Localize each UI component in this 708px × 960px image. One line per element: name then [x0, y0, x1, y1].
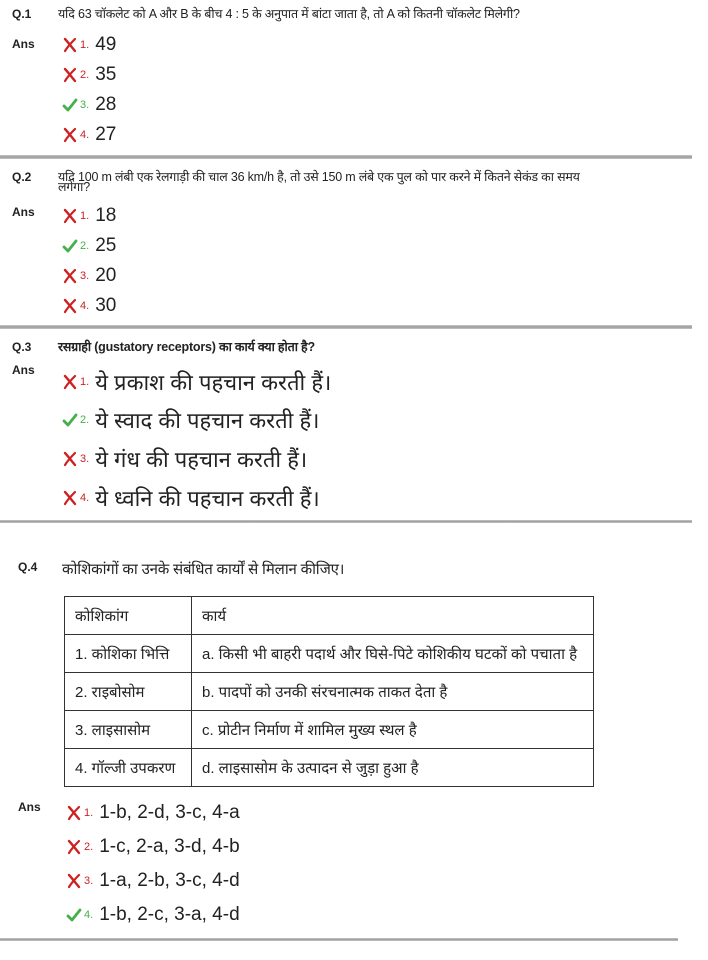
table-cell: 3. लाइसासोम: [65, 711, 192, 749]
answer-label: Ans: [12, 37, 35, 51]
option-text: 49: [95, 34, 117, 55]
option-1[interactable]: [62, 205, 116, 227]
option-number: 3.: [80, 99, 90, 111]
cross-icon: [62, 374, 78, 390]
option-2[interactable]: [62, 405, 319, 435]
answer-label: Ans: [12, 363, 35, 377]
table-cell: c. प्रोटीन निर्माण में शामिल मुख्य स्थल है: [192, 711, 594, 749]
cross-icon: [62, 127, 78, 143]
check-icon: [66, 907, 82, 923]
option-text: 1-a, 2-b, 3-c, 4-d: [99, 870, 240, 891]
check-icon: [62, 97, 78, 113]
option-1[interactable]: [62, 34, 116, 56]
option-number: 1.: [80, 376, 90, 388]
answer-label: Ans: [18, 800, 41, 814]
option-text: ये गंध की पहचान करती हैं।: [95, 447, 308, 472]
option-text: ये ध्वनि की पहचान करती हैं।: [95, 486, 320, 511]
answer-label: Ans: [12, 205, 35, 219]
option-number: 4.: [80, 300, 90, 312]
option-3[interactable]: [62, 94, 116, 116]
option-4[interactable]: [66, 904, 240, 926]
option-number: 1.: [80, 210, 90, 222]
option-number: 4.: [80, 492, 90, 504]
option-4[interactable]: [62, 124, 116, 146]
table-row: [65, 749, 594, 787]
option-text: 18: [95, 205, 117, 226]
option-2[interactable]: [66, 836, 240, 858]
separator: [0, 325, 692, 329]
option-3[interactable]: [62, 444, 307, 474]
cross-icon: [66, 839, 82, 855]
option-number: 1.: [84, 807, 94, 819]
cross-icon: [62, 268, 78, 284]
option-1[interactable]: [66, 802, 240, 824]
option-4[interactable]: [62, 483, 320, 513]
option-number: 3.: [80, 270, 90, 282]
option-text: 28: [95, 94, 117, 115]
table-cell: 1. कोशिका भित्ति: [65, 635, 192, 673]
match-table: [64, 596, 594, 787]
table-cell: d. लाइसासोम के उत्पादन से जुड़ा हुआ है: [192, 749, 594, 787]
table-header: कार्य: [192, 597, 594, 635]
table-cell: b. पादपों को उनकी संरचनात्मक ताकत देता है: [192, 673, 594, 711]
cross-icon: [62, 451, 78, 467]
table-cell: a. किसी भी बाहरी पदार्थ और घिसे-पिटे कोशिकीय घटकों को पचाता है: [192, 635, 594, 673]
question-label: Q.2: [12, 170, 32, 184]
cross-icon: [62, 67, 78, 83]
separator: [0, 520, 692, 523]
cross-icon: [62, 490, 78, 506]
table-row: [65, 635, 594, 673]
option-number: 2.: [84, 841, 94, 853]
question-text-line2: लगेगा?: [58, 180, 90, 194]
option-number: 2.: [80, 69, 90, 81]
option-text: 30: [95, 295, 117, 316]
separator: [0, 938, 678, 941]
question-text: यदि 63 चॉकलेट को A और B के बीच 4 : 5 के अनुपात में बांटा जाता है, तो A को कितनी चॉकलेट मिलेगी?: [58, 7, 520, 21]
question-label: Q.4: [18, 560, 38, 574]
option-3[interactable]: [66, 870, 240, 892]
option-number: 1.: [80, 39, 90, 51]
check-icon: [62, 412, 78, 428]
option-text: ये स्वाद की पहचान करती हैं।: [95, 408, 320, 433]
option-text: 25: [95, 235, 117, 256]
table-row: [65, 673, 594, 711]
option-2[interactable]: [62, 235, 116, 257]
option-text: ये प्रकाश की पहचान करती हैं।: [95, 370, 332, 395]
question-text: रसग्राही (gustatory receptors) का कार्य क्या होता है?: [58, 340, 315, 354]
option-number: 3.: [80, 453, 90, 465]
question-label: Q.3: [12, 340, 32, 354]
option-number: 2.: [80, 240, 90, 252]
table-cell: 2. राइबोसोम: [65, 673, 192, 711]
option-number: 3.: [84, 875, 94, 887]
check-icon: [62, 238, 78, 254]
table-header-row: [65, 597, 594, 635]
question-text-line1: यदि 100 m लंबी एक रेलगाड़ी की चाल 36 km/h है, तो उसे 150 m लंबे एक पुल को पार करने में कितने सेकंड का समय: [58, 170, 580, 184]
option-number: 4.: [80, 129, 90, 141]
option-4[interactable]: [62, 295, 116, 317]
question-text: कोशिकांगों का उनके संबंधित कार्यों से मिलान कीजिए।: [62, 561, 345, 578]
option-3[interactable]: [62, 265, 116, 287]
option-text: 20: [95, 265, 117, 286]
cross-icon: [62, 298, 78, 314]
option-text: 27: [95, 124, 117, 145]
cross-icon: [62, 208, 78, 224]
cross-icon: [66, 805, 82, 821]
option-number: 4.: [84, 909, 94, 921]
option-text: 1-c, 2-a, 3-d, 4-b: [99, 836, 240, 857]
option-text: 35: [95, 64, 117, 85]
cross-icon: [66, 873, 82, 889]
table-row: [65, 711, 594, 749]
question-label: Q.1: [12, 7, 32, 21]
table-cell: 4. गॉल्जी उपकरण: [65, 749, 192, 787]
option-1[interactable]: [62, 367, 331, 397]
option-text: 1-b, 2-d, 3-c, 4-a: [99, 802, 240, 823]
option-text: 1-b, 2-c, 3-a, 4-d: [99, 904, 240, 925]
option-2[interactable]: [62, 64, 116, 86]
cross-icon: [62, 37, 78, 53]
option-number: 2.: [80, 414, 90, 426]
separator: [0, 155, 692, 159]
table-header: कोशिकांग: [65, 597, 192, 635]
